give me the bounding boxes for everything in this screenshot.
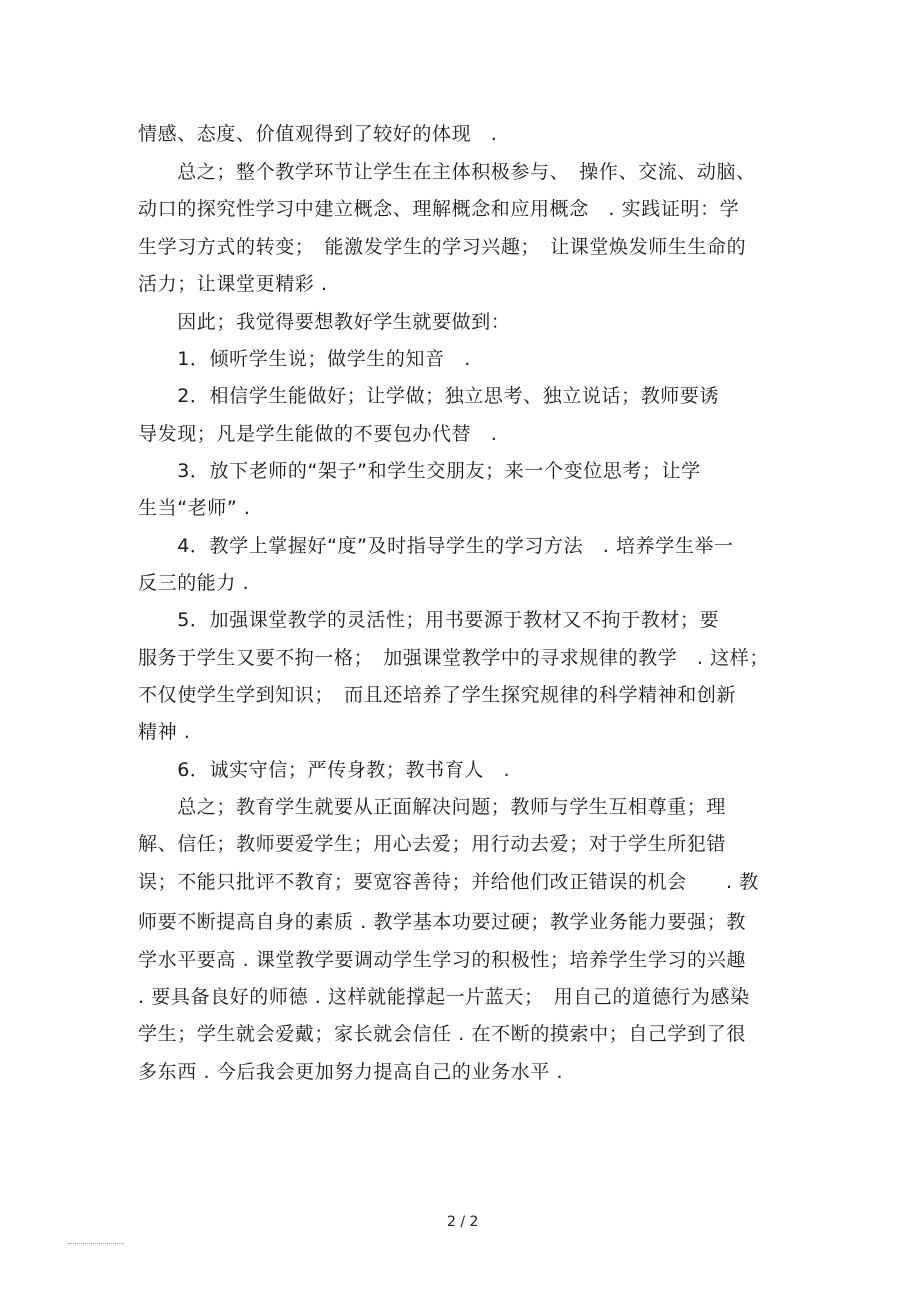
text-line: . 要具备良好的师德 . 这样就能撑起一片蓝天； 用自己的道德行为感染 — [138, 986, 750, 1008]
text-line: 4．教学上掌握好“度”及时指导学生的学习方法 . 培养学生举一 — [138, 535, 734, 557]
text-line: 活力；让课堂更精彩 . — [138, 273, 328, 295]
text-line: 导发现；凡是学生能做的不要包办代替 . — [138, 423, 498, 445]
text-line: 误；不能只批评不教育；要宽容善待；并给他们改正错误的机会 . 教 — [138, 871, 759, 893]
text-line: 师要不断提高自身的素质 . 教学基本功要过硬；教学业务能力要强；教 — [138, 911, 746, 933]
text-line: 生学习方式的转变； 能激发学生的学习兴趣； 让课堂焕发师生生命的 — [138, 236, 747, 258]
text-line: 总之；整个教学环节让学生在主体积极参与、 操作、交流、动脑、 — [138, 161, 756, 183]
text-line: 多东西 . 今后我会更加努力提高自己的业务水平 . — [138, 1061, 564, 1083]
text-line: 5．加强课堂教学的灵活性；用书要源于教材又不拘于教材；要 — [138, 609, 720, 631]
text-line: 不仅使学生学到知识； 而且还培养了学生探究规律的科学精神和创新 — [138, 684, 737, 706]
text-line: 情感、态度、价值观得到了较好的体现 . — [138, 123, 498, 145]
text-line: 2．相信学生能做好；让学做；独立思考、独立说话；教师要诱 — [138, 385, 720, 407]
text-line: 3．放下老师的“架子”和学生交朋友；来一个变位思考；让学 — [138, 460, 701, 482]
text-line: 因此；我觉得要想教好学生就要做到： — [138, 311, 511, 333]
text-line: 生当“老师” . — [138, 497, 251, 519]
text-line: 学水平要高 . 课堂教学要调动学生学习的积极性；培养学生学习的兴趣 — [138, 949, 746, 971]
text-line: 学生；学生就会爱戴；家长就会信任 . 在不断的摸索中；自己学到了很 — [138, 1023, 746, 1045]
text-line: 反三的能力 . — [138, 572, 250, 594]
footer-divider — [68, 1243, 124, 1244]
text-line: 解、信任；教师要爱学生；用心去爱；用行动去爱；对于学生所犯错 — [138, 833, 727, 855]
text-line: 1．倾听学生说；做学生的知音 . — [138, 348, 471, 370]
page-number: 2 / 2 — [447, 1214, 479, 1230]
text-line: 服务于学生又要不拘一格； 加强课堂教学中的寻求规律的教学 . 这样； — [138, 647, 769, 669]
text-line: 总之；教育学生就要从正面解决问题；教师与学生互相尊重；理 — [138, 796, 727, 818]
text-line: 6．诚实守信；严传身教；教书育人 . — [138, 759, 511, 781]
text-line: 动口的探究性学习中建立概念、理解概念和应用概念 . 实践证明：学 — [138, 198, 740, 220]
text-line: 精神 . — [138, 721, 191, 743]
